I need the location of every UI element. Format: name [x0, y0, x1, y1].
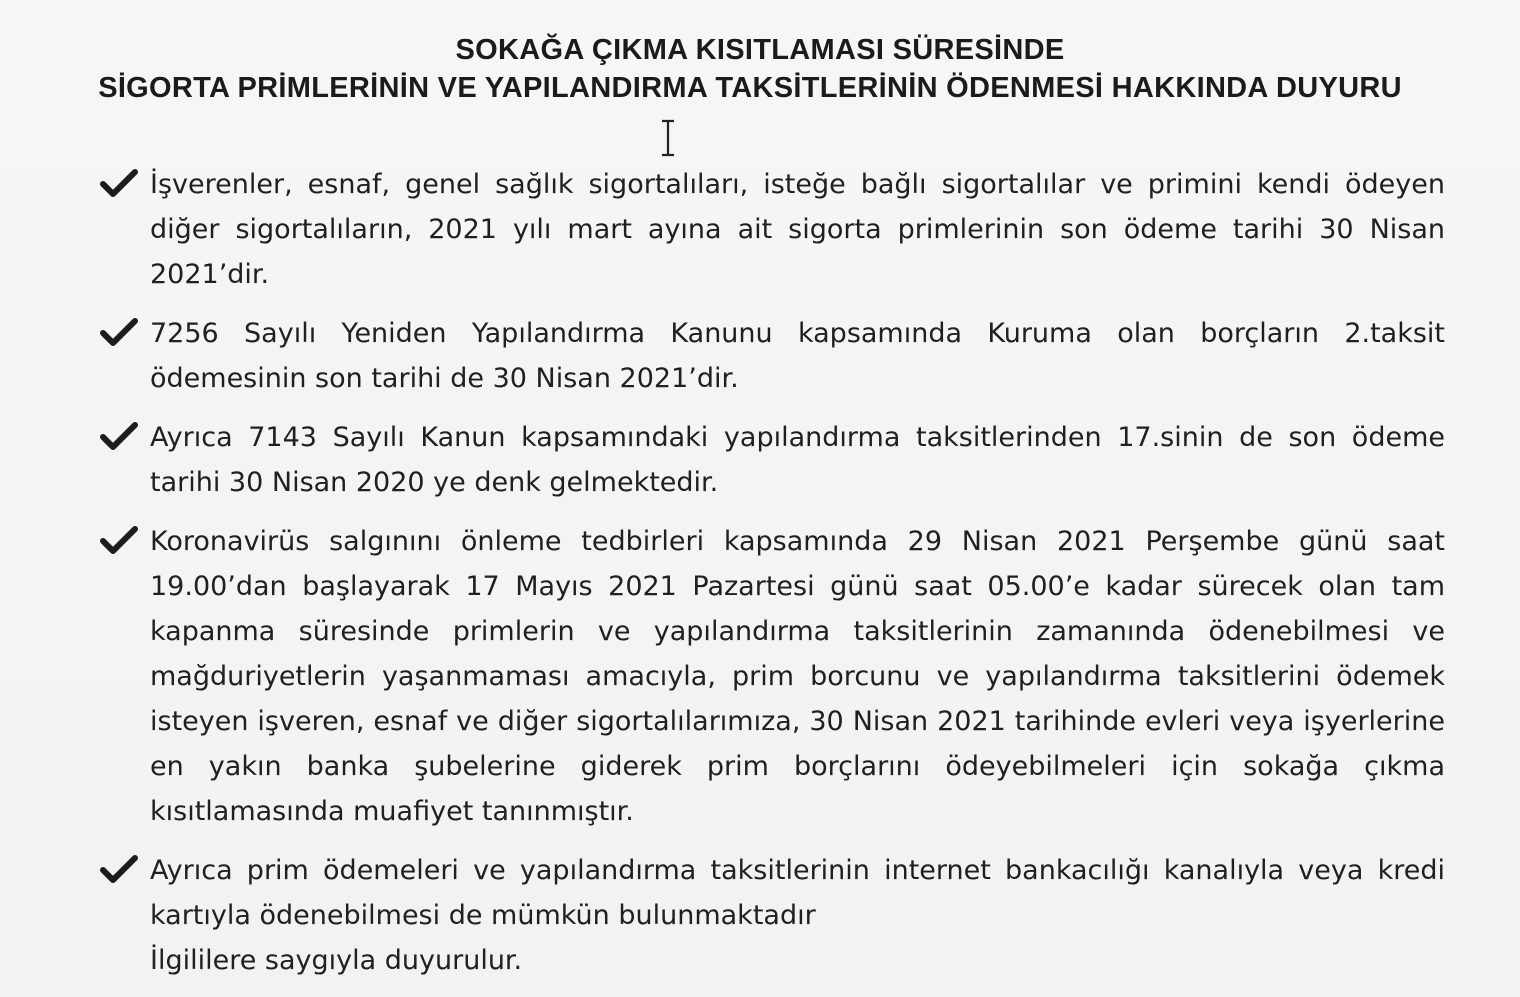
closing-text: İlgililere saygıyla duyurulur. [150, 945, 523, 976]
heading-line-2: SİGORTA PRİMLERİNİN VE YAPILANDIRMA TAKSİTLERİNİN ÖDENMESİ HAKKINDA DUYURU [98, 72, 1402, 104]
list-item [100, 415, 1445, 505]
check-icon [100, 168, 138, 198]
list-item [100, 848, 1445, 938]
list-item-text: İşverenler, esnaf, genel sağlık sigortalıları, isteğe bağlı sigortalılar ve primini kendi ödeyen diğer sigortalıların, 2021 yılı mart ayına ait sigorta primlerinin son ödeme tarihi 30 Nisan 2021’dir. [150, 169, 1445, 290]
text-cursor-icon [656, 118, 680, 158]
list-item-text: 7256 Sayılı Yeniden Yapılandırma Kanunu kapsamında Kuruma olan borçların 2.taksit ödemesinin son tarihi de 30 Nisan 2021’dir. [150, 318, 1445, 394]
list-item-text: Koronavirüs salgınını önleme tedbirleri kapsamında 29 Nisan 2021 Perşembe günü saat 19.00’dan başlayarak 17 Mayıs 2021 Pazartesi günü saat 05.00’e kadar sürecek olan tam kapanma süresinde primlerin ve yapılandırma taksitlerinin zamanında ödenebilmesi ve mağduriyetlerin yaşanmaması amacıyla, prim borcunu ve yapılandırma taksitlerini ödemek isteyen işveren, esnaf ve diğer sigortalılarımıza, 30 Nisan 2021 tarihinde evleri veya işyerlerine en yakın banka şubelerine giderek prim borçlarını ödeyebilmeleri için sokağa çıkma kısıtlamasında muafiyet tanınmıştır. [150, 526, 1445, 827]
check-icon [100, 317, 138, 347]
announcement-list [100, 162, 1445, 983]
list-item [100, 311, 1445, 401]
list-item-text: Ayrıca 7143 Sayılı Kanun kapsamındaki yapılandırma taksitlerinden 17.sinin de son ödeme tarihi 30 Nisan 2020 ye denk gelmektedir. [150, 422, 1445, 498]
list-item [100, 519, 1445, 834]
heading-line-1: SOKAĞA ÇIKMA KISITLAMASI SÜRESİNDE [455, 34, 1065, 66]
list-item-text: Ayrıca prim ödemeleri ve yapılandırma taksitlerinin internet bankacılığı kanalıyla veya kredi kartıyla ödenebilmesi de mümkün bulunmaktadır [150, 855, 1445, 931]
check-icon [100, 525, 138, 555]
check-icon [100, 421, 138, 451]
check-icon [100, 854, 138, 884]
list-item [100, 162, 1445, 297]
